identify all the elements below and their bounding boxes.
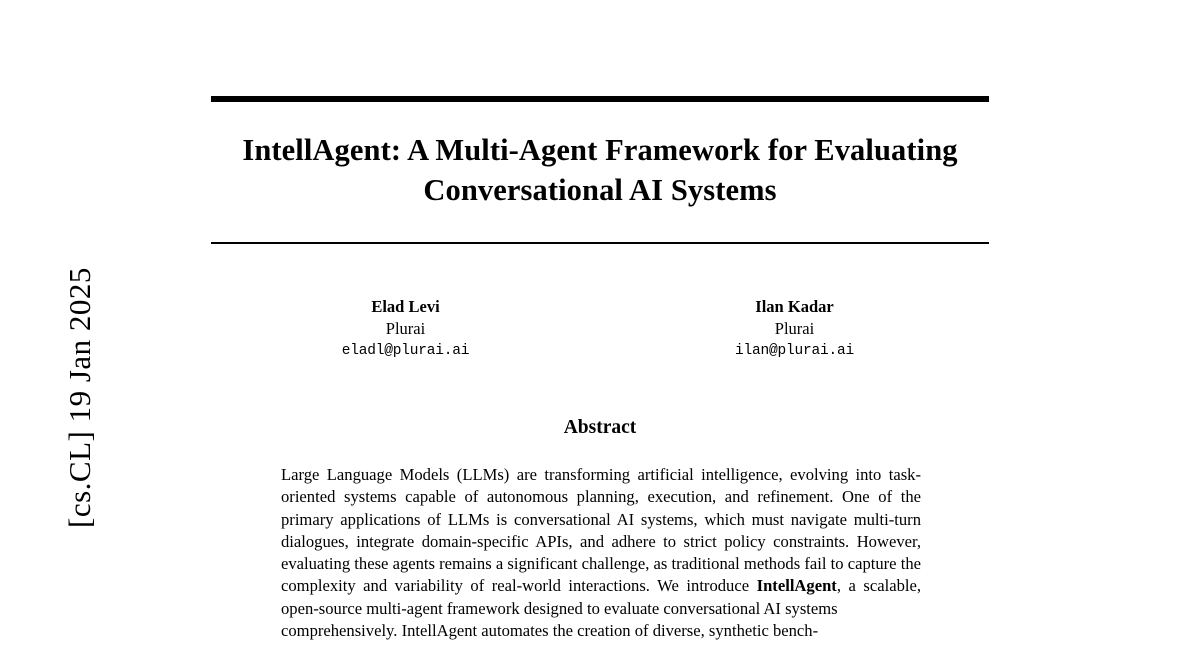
abstract-bold-term: IntellAgent xyxy=(756,576,837,596)
arxiv-stamp xyxy=(0,0,110,648)
abstract-text-part-2: , a scalable, open-source multi-agent framework designed to evaluate conversational AI systems xyxy=(281,576,921,618)
abstract-heading: Abstract xyxy=(563,417,637,438)
arxiv-stamp-text: [cs.CL] 19 Jan 2025 xyxy=(62,267,97,528)
page-title-line-2: Conversational AI Systems xyxy=(423,173,777,207)
abstract-body xyxy=(281,464,921,642)
author-email[interactable]: eladl@plurai.ai xyxy=(341,343,470,359)
author-affiliation: Plurai xyxy=(774,319,815,338)
author-name: Elad Levi xyxy=(371,297,440,316)
abstract-text-part-3: comprehensively. IntellAgent automates the creation of diverse, synthetic bench- xyxy=(281,621,819,641)
title-rule-bottom xyxy=(211,242,989,244)
page-title-line-1: IntellAgent: A Multi-Agent Framework for Evaluating xyxy=(242,133,958,167)
paper-page xyxy=(211,0,989,648)
author-block xyxy=(600,296,989,362)
abstract-text-part-1: Large Language Models (LLMs) are transforming artificial intelligence, evolving into task-oriented systems capable of autonomous planning, execution, and refinement. One of the primary applications of LLMs is conversational AI systems, which must navigate multi-turn dialogues, integrate domain-specific APIs, and adhere to strict policy constraints. However, evaluating these agents remains a significant challenge, as traditional methods fail to capture the complexity and variability of real-world interactions. We introduce xyxy=(281,465,921,596)
author-list xyxy=(211,296,989,362)
author-name: Ilan Kadar xyxy=(755,297,834,316)
author-block xyxy=(211,296,600,362)
author-affiliation: Plurai xyxy=(385,319,426,338)
author-email[interactable]: ilan@plurai.ai xyxy=(734,343,855,359)
title-rule-top xyxy=(211,96,989,102)
page-title xyxy=(211,130,989,210)
